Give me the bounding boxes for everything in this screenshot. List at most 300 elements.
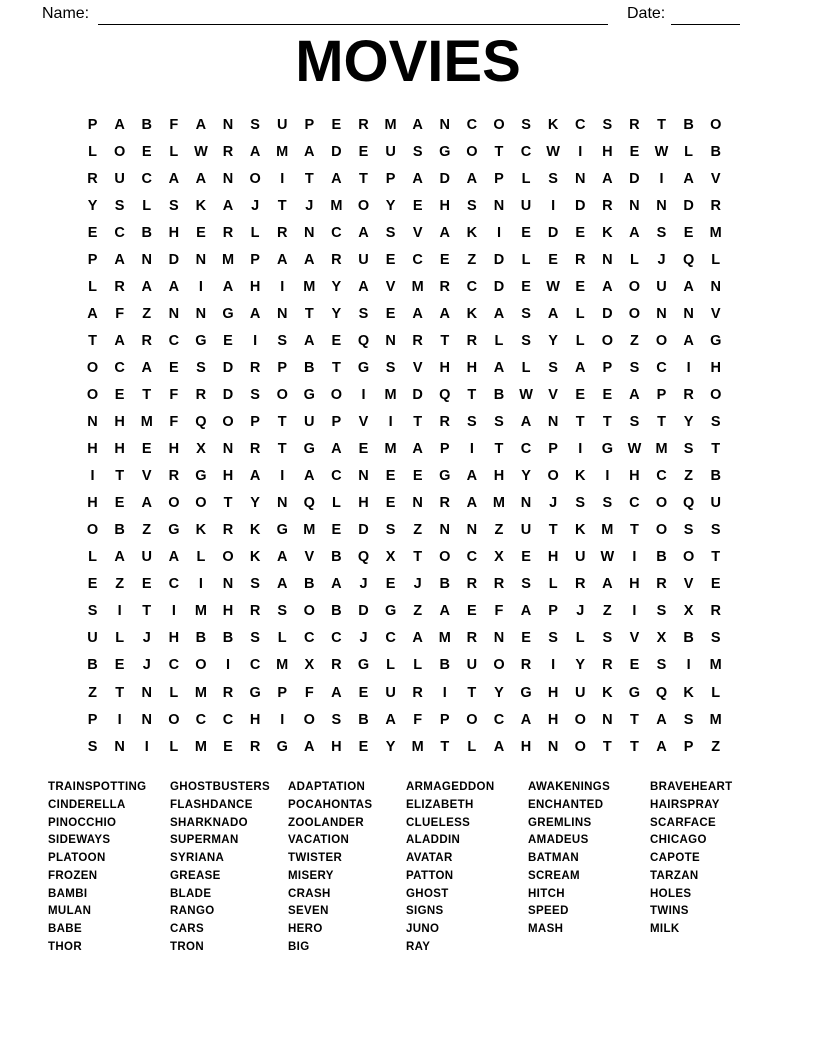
grid-cell: A	[466, 495, 478, 512]
grid-cell: C	[493, 711, 505, 728]
grid-cell: A	[195, 116, 207, 133]
word-item: AVATAR	[406, 852, 453, 864]
grid-cell: E	[602, 386, 613, 403]
word-item: HAIRSPRAY	[650, 798, 720, 811]
word-item: RANGO	[170, 905, 215, 918]
grid-cell: H	[114, 441, 125, 458]
grid-cell: K	[195, 197, 207, 214]
grid-cell: E	[467, 603, 477, 620]
grid-cell: P	[683, 738, 694, 755]
grid-cell: W	[600, 549, 615, 566]
grid-cell: R	[493, 576, 505, 593]
grid-cell: C	[141, 170, 152, 187]
grid-cell: C	[114, 359, 125, 376]
name-input-line[interactable]	[98, 8, 608, 25]
grid-cell: G	[195, 332, 207, 349]
grid-cell: A	[493, 738, 505, 755]
grid-cell: D	[439, 170, 450, 187]
grid-cell: X	[385, 549, 396, 566]
word-list-column	[48, 779, 170, 957]
grid-cell: D	[683, 197, 694, 214]
grid-cell: G	[520, 684, 532, 701]
grid-cell: G	[357, 359, 370, 376]
grid-cell: T	[277, 441, 287, 458]
grid-cell: H	[466, 359, 478, 376]
grid-cell: D	[493, 278, 505, 295]
grid-cell: S	[629, 414, 640, 431]
grid-cell: T	[142, 603, 152, 620]
grid-cell: O	[168, 495, 180, 512]
grid-cell: A	[168, 278, 180, 295]
grid-cell: T	[629, 522, 639, 539]
grid-cell: Y	[521, 468, 531, 485]
grid-cell: G	[357, 657, 370, 674]
word-item: TWISTER	[288, 852, 343, 864]
grid-cell: A	[493, 305, 505, 322]
grid-cell: O	[86, 359, 99, 376]
word-item: CINDERELLA	[48, 798, 126, 811]
grid-cell: A	[87, 305, 98, 322]
grid-cell: W	[519, 386, 533, 403]
grid-cell: G	[384, 603, 397, 620]
grid-cell: N	[656, 197, 667, 214]
grid-cell: T	[548, 522, 558, 539]
grid-cell: F	[494, 603, 504, 620]
grid-cell: S	[87, 603, 98, 620]
grid-cell: A	[656, 738, 667, 755]
grid-cell: P	[602, 359, 613, 376]
grid-cell: O	[222, 549, 234, 566]
word-item: TRAINSPOTTING	[48, 781, 147, 793]
grid-cell: Y	[548, 332, 558, 349]
grid-cell: M	[194, 684, 207, 701]
grid-cell: Y	[331, 278, 342, 295]
grid-cell: E	[114, 386, 125, 403]
grid-cell: T	[629, 738, 639, 755]
grid-cell: N	[629, 197, 640, 214]
grid-cell: S	[710, 630, 721, 647]
grid-cell: Y	[385, 738, 396, 755]
grid-cell: V	[683, 576, 694, 593]
grid-cell: S	[602, 495, 613, 512]
grid-cell: D	[629, 170, 640, 187]
grid-cell: V	[304, 549, 315, 566]
grid-cell: A	[304, 738, 315, 755]
grid-cell: R	[249, 359, 261, 376]
grid-cell: K	[466, 224, 478, 241]
grid-cell: M	[384, 116, 397, 133]
grid-cell: E	[223, 332, 233, 349]
grid-cell: W	[546, 143, 560, 160]
grid-cell: B	[304, 576, 315, 593]
word-item: HITCH	[528, 887, 565, 900]
grid-cell: H	[331, 738, 342, 755]
grid-cell: A	[249, 143, 261, 160]
grid-cell: A	[412, 630, 423, 647]
grid-cell: S	[683, 441, 694, 458]
grid-cell: X	[196, 441, 206, 458]
grid-cell: U	[656, 278, 667, 295]
grid-cell: E	[114, 495, 125, 512]
grid-cell: R	[710, 603, 721, 620]
grid-cell: X	[656, 630, 667, 647]
grid-cell: C	[385, 630, 396, 647]
grid-cell: J	[576, 603, 585, 620]
grid-cell: U	[276, 116, 288, 133]
word-item: SEVEN	[288, 905, 329, 918]
word-item: GREMLINS	[528, 816, 592, 829]
grid-cell: I	[280, 468, 285, 485]
grid-cell: S	[250, 116, 260, 133]
grid-cell: J	[549, 495, 558, 512]
grid-cell: O	[86, 522, 99, 539]
grid-cell: L	[521, 359, 531, 376]
grid-cell: A	[114, 549, 125, 566]
grid-cell: O	[249, 170, 261, 187]
grid-cell: D	[358, 522, 369, 539]
grid-cell: H	[168, 441, 180, 458]
grid-cell: B	[114, 522, 125, 539]
grid-cell: I	[280, 711, 285, 728]
grid-cell: M	[601, 522, 614, 539]
grid-cell: M	[655, 441, 668, 458]
grid-cell: S	[250, 386, 260, 403]
grid-cell: Y	[683, 414, 694, 431]
grid-cell: O	[493, 116, 505, 133]
grid-cell: N	[547, 738, 559, 755]
grid-cell: A	[358, 278, 369, 295]
word-item: FLASHDANCE	[170, 798, 253, 811]
grid-cell: A	[412, 305, 423, 322]
grid-cell: N	[141, 684, 152, 701]
grid-cell: B	[439, 657, 450, 674]
grid-cell: B	[331, 549, 342, 566]
word-list-column	[288, 779, 406, 957]
word-item: SIDEWAYS	[48, 834, 111, 847]
grid-cell: N	[412, 495, 423, 512]
word-item: HOLES	[650, 887, 692, 900]
grid-cell: T	[304, 170, 314, 187]
grid-cell: R	[602, 657, 613, 674]
grid-cell: H	[168, 224, 180, 241]
grid-cell: I	[659, 170, 664, 187]
grid-cell: L	[575, 332, 585, 349]
grid-cell: A	[141, 495, 152, 512]
grid-cell: B	[439, 576, 450, 593]
grid-cell: R	[249, 603, 261, 620]
grid-cell: Z	[629, 332, 639, 349]
grid-cell: D	[168, 251, 180, 268]
grid-cell: E	[521, 549, 531, 566]
word-item: MISERY	[288, 869, 334, 882]
grid-cell: L	[548, 576, 558, 593]
grid-cell: Z	[602, 603, 612, 620]
grid-cell: K	[574, 522, 586, 539]
grid-cell: S	[683, 522, 694, 539]
grid-cell: S	[277, 603, 288, 620]
grid-cell: O	[655, 522, 668, 539]
grid-cell: S	[521, 116, 531, 133]
grid-cell: S	[412, 143, 423, 160]
grid-cell: C	[574, 116, 586, 133]
grid-cell: U	[385, 684, 396, 701]
grid-cell: O	[628, 278, 641, 295]
grid-cell: A	[683, 332, 694, 349]
grid-cell: Z	[467, 251, 477, 268]
grid-cell: A	[683, 278, 694, 295]
grid-cell: O	[330, 386, 343, 403]
grid-cell: Z	[413, 603, 423, 620]
grid-cell: H	[547, 549, 559, 566]
grid-cell: O	[493, 657, 505, 674]
grid-cell: H	[493, 468, 505, 485]
grid-cell: L	[494, 332, 504, 349]
word-list-column	[650, 779, 733, 957]
grid-cell: A	[304, 468, 315, 485]
grid-cell: I	[686, 359, 691, 376]
grid-cell: G	[628, 684, 641, 701]
grid-cell: H	[520, 738, 532, 755]
grid-cell: B	[141, 116, 152, 133]
grid-cell: I	[442, 684, 447, 701]
word-item: BRAVEHEART	[650, 781, 733, 793]
grid-cell: N	[276, 495, 288, 512]
grid-cell: E	[385, 251, 396, 268]
grid-cell: F	[115, 305, 125, 322]
grid-cell: S	[385, 359, 396, 376]
grid-cell: A	[331, 576, 342, 593]
grid-cell: O	[276, 386, 288, 403]
grid-cell: R	[412, 332, 423, 349]
grid-cell: S	[602, 630, 613, 647]
grid-cell: N	[114, 738, 125, 755]
grid-cell: V	[412, 359, 423, 376]
grid-cell: D	[331, 143, 342, 160]
grid-cell: R	[141, 332, 152, 349]
grid-cell: H	[87, 495, 98, 512]
grid-cell: I	[388, 414, 393, 431]
grid-cell: Y	[575, 657, 586, 674]
grid-cell: I	[117, 711, 122, 728]
grid-cell: M	[384, 386, 397, 403]
grid-cell: R	[439, 495, 450, 512]
grid-cell: G	[222, 305, 234, 322]
grid-cell: E	[196, 224, 206, 241]
grid-cell: A	[114, 332, 125, 349]
grid-cell: S	[656, 603, 667, 620]
date-label: Date:	[627, 5, 666, 22]
grid-cell: A	[304, 251, 315, 268]
grid-cell: E	[629, 657, 640, 674]
grid-cell: S	[467, 414, 477, 431]
grid-cell: D	[574, 197, 586, 214]
grid-cell: R	[222, 143, 234, 160]
grid-cell: E	[575, 278, 586, 295]
word-item: SIGNS	[406, 905, 444, 918]
grid-cell: Q	[357, 332, 370, 349]
grid-cell: O	[574, 738, 586, 755]
grid-cell: L	[115, 630, 125, 647]
grid-cell: C	[466, 278, 478, 295]
grid-cell: E	[385, 305, 396, 322]
grid-cell: S	[683, 711, 694, 728]
word-list	[48, 779, 733, 957]
grid-cell: A	[141, 278, 152, 295]
grid-cell: C	[304, 630, 315, 647]
grid-cell: M	[438, 630, 451, 647]
grid-cell: G	[439, 468, 451, 485]
grid-cell: P	[439, 441, 450, 458]
grid-cell: N	[439, 522, 450, 539]
grid-cell: F	[169, 414, 179, 431]
grid-cell: C	[168, 576, 180, 593]
grid-cell: A	[520, 711, 532, 728]
grid-cell: G	[303, 441, 315, 458]
grid-cell: C	[412, 251, 423, 268]
grid-cell: B	[222, 630, 234, 647]
grid-cell: H	[168, 630, 180, 647]
grid-cell: O	[86, 386, 99, 403]
grid-cell: N	[195, 305, 207, 322]
word-item: TARZAN	[650, 869, 699, 882]
grid-cell: O	[682, 549, 695, 566]
grid-cell: T	[277, 197, 287, 214]
grid-cell: P	[385, 170, 396, 187]
grid-cell: A	[168, 549, 180, 566]
grid-cell: R	[683, 386, 694, 403]
grid-cell: H	[222, 468, 234, 485]
grid-cell: Z	[88, 684, 97, 701]
grid-cell: E	[87, 576, 98, 593]
grid-cell: P	[250, 251, 260, 268]
grid-cell: P	[548, 441, 558, 458]
grid-cell: R	[466, 576, 478, 593]
word-item: BAMBI	[48, 887, 88, 900]
grid-cell: G	[303, 386, 315, 403]
grid-cell: A	[439, 603, 450, 620]
grid-cell: A	[195, 170, 207, 187]
grid-cell: B	[710, 143, 721, 160]
grid-cell: E	[358, 684, 369, 701]
grid-cell: I	[605, 468, 610, 485]
grid-cell: M	[303, 278, 316, 295]
grid-cell: T	[440, 332, 450, 349]
grid-cell: P	[87, 251, 98, 268]
word-item: MULAN	[48, 905, 92, 918]
grid-cell: N	[195, 251, 207, 268]
grid-cell: K	[466, 305, 478, 322]
word-item: VACATION	[288, 834, 350, 847]
grid-cell: A	[602, 576, 613, 593]
grid-cell: I	[253, 332, 258, 349]
grid-cell: H	[710, 359, 721, 376]
grid-cell: D	[222, 386, 234, 403]
grid-cell: U	[304, 414, 315, 431]
grid-cell: E	[629, 143, 640, 160]
grid-cell: L	[575, 305, 585, 322]
grid-cell: E	[575, 386, 586, 403]
grid-cell: S	[548, 170, 558, 187]
grid-cell: R	[656, 576, 667, 593]
grid-cell: R	[168, 468, 180, 485]
grid-cell: R	[439, 414, 450, 431]
word-item: PLATOON	[48, 852, 106, 864]
grid-cell: A	[439, 305, 450, 322]
grid-cell: K	[574, 468, 586, 485]
date-input-line[interactable]	[671, 8, 740, 25]
grid-cell: Q	[655, 684, 668, 701]
grid-cell: J	[359, 630, 368, 647]
grid-cell: I	[469, 441, 474, 458]
grid-cell: C	[114, 224, 125, 241]
grid-cell: Y	[331, 305, 342, 322]
grid-cell: N	[574, 170, 586, 187]
grid-cell: M	[709, 711, 722, 728]
grid-cell: Y	[385, 197, 396, 214]
grid-cell: W	[654, 143, 669, 160]
grid-cell: N	[466, 522, 478, 539]
grid-cell: L	[521, 170, 531, 187]
grid-cell: H	[358, 495, 369, 512]
grid-cell: O	[655, 495, 668, 512]
grid-cell: L	[169, 738, 179, 755]
grid-cell: T	[657, 116, 666, 133]
grid-cell: A	[114, 116, 125, 133]
grid-cell: H	[602, 143, 613, 160]
grid-cell: M	[330, 197, 343, 214]
word-item: SUPERMAN	[170, 834, 239, 847]
grid-cell: S	[521, 576, 531, 593]
grid-cell: N	[656, 305, 667, 322]
grid-cell: N	[547, 414, 559, 431]
grid-cell: I	[171, 603, 176, 620]
grid-cell: S	[196, 359, 206, 376]
word-item: BIG	[288, 940, 310, 953]
grid-cell: L	[386, 657, 395, 674]
grid-cell: T	[575, 414, 585, 431]
word-item: JUNO	[406, 923, 440, 935]
grid-cell: M	[140, 414, 153, 431]
word-item: CRASH	[288, 887, 331, 900]
grid-cell: O	[303, 711, 315, 728]
grid-cell: E	[548, 251, 558, 268]
word-item: BATMAN	[528, 852, 580, 864]
grid-cell: L	[169, 143, 179, 160]
grid-cell: E	[710, 576, 721, 593]
grid-cell: V	[710, 305, 721, 322]
grid-cell: C	[520, 441, 532, 458]
grid-cell: R	[520, 657, 532, 674]
grid-cell: I	[551, 657, 556, 674]
grid-cell: O	[195, 657, 207, 674]
grid-cell: A	[249, 305, 261, 322]
grid-cell: C	[222, 711, 234, 728]
grid-cell: T	[602, 414, 612, 431]
grid-cell: Z	[142, 522, 152, 539]
grid-cell: I	[90, 468, 95, 485]
grid-cell: R	[114, 278, 125, 295]
grid-cell: M	[303, 522, 316, 539]
grid-cell: N	[141, 251, 152, 268]
grid-cell: P	[656, 386, 667, 403]
grid-cell: N	[493, 197, 505, 214]
grid-cell: S	[250, 630, 260, 647]
grid-cell: C	[331, 630, 342, 647]
grid-cell: Y	[250, 495, 260, 512]
grid-cell: H	[222, 603, 234, 620]
grid-cell: T	[413, 414, 423, 431]
grid-cell: Z	[115, 576, 125, 593]
